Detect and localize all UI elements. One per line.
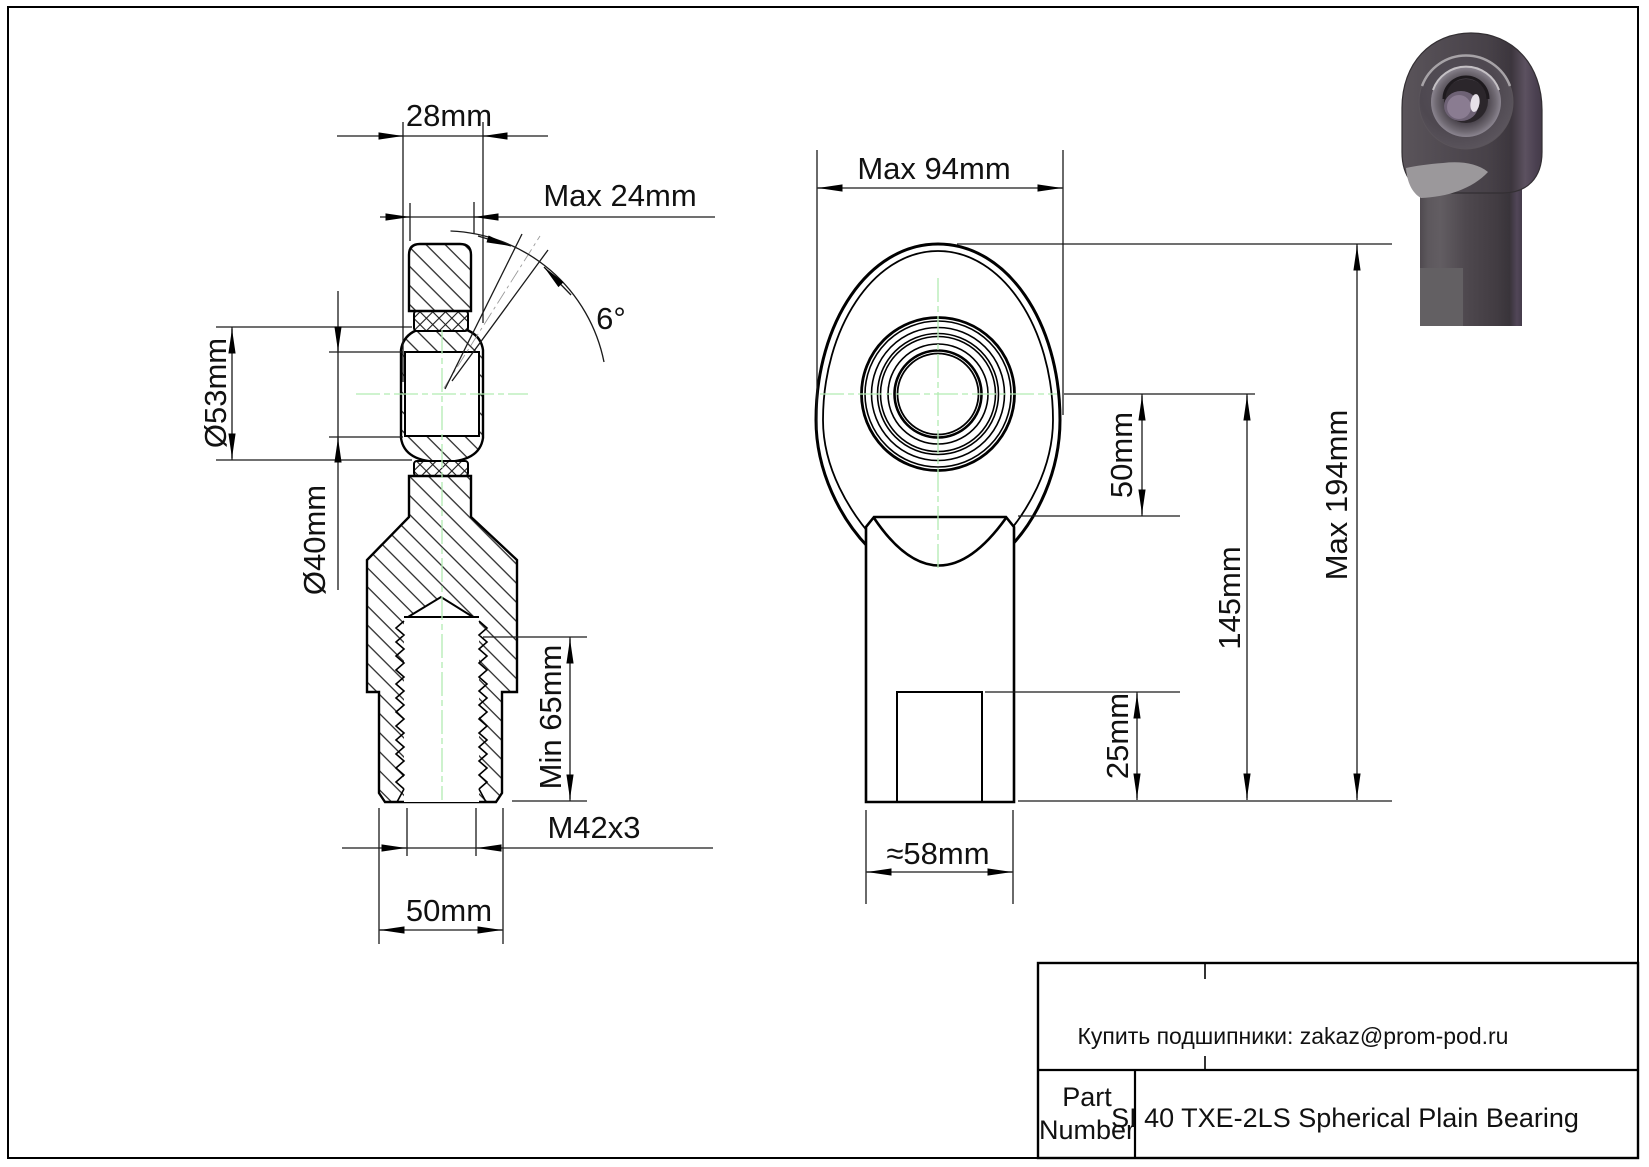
ring-top-section (409, 244, 471, 311)
dim-bore-diameter: Ø40mm (297, 484, 332, 596)
part-label-line2: Number (1038, 1115, 1136, 1145)
product-photo (1402, 33, 1542, 326)
dim-center-to-end: 145mm (1212, 546, 1247, 650)
shank-front (866, 517, 1014, 802)
centerlines-right (820, 278, 1057, 568)
dim-overall-length: Max 194mm (1319, 409, 1354, 581)
part-label-line1: Part (1062, 1082, 1112, 1112)
photo-bore-wall-light (1447, 95, 1471, 119)
dim-ball-width: 28mm (405, 98, 493, 133)
dim-thread-spec: M42x3 (547, 810, 641, 845)
contact-line: Купить подшипники: zakaz@prom-pod.ru (1077, 1023, 1509, 1049)
dim-center-to-head-bottom: 50mm (1104, 411, 1139, 499)
dim-head-width: Max 94mm (857, 151, 1011, 186)
front-view (816, 150, 1392, 904)
dim-angle: 6° (596, 301, 626, 336)
photo-shank-flat (1420, 268, 1463, 326)
dim-ring-width: Max 24mm (543, 178, 697, 213)
dim-outer-diameter: Ø53mm (198, 337, 233, 449)
part-number: SI 40 TXE-2LS Spherical Plain Bearing (1111, 1103, 1579, 1133)
dim-flat-length: 25mm (1100, 692, 1135, 780)
dim-shank-width: ≈58mm (886, 836, 990, 871)
dim-shank-diameter: 50mm (405, 893, 493, 928)
title-block (1038, 963, 1638, 1158)
dim-thread-depth: Min 65mm (533, 644, 568, 790)
section-view (198, 98, 715, 944)
